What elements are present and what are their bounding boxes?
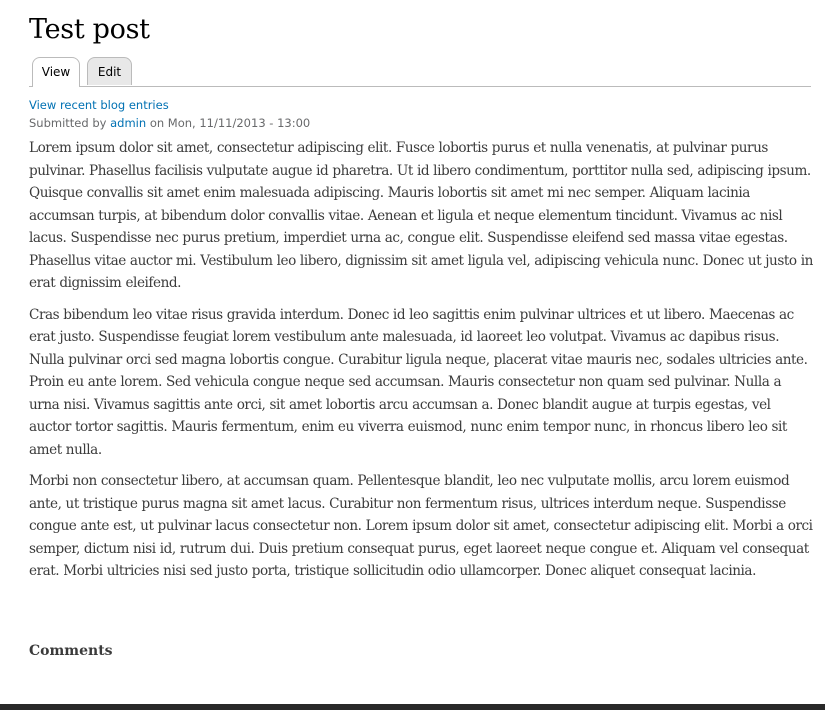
tab-edit[interactable]: Edit — [87, 57, 132, 85]
submitted-date: on Mon, 11/11/2013 - 13:00 — [149, 116, 311, 130]
body-paragraph-3: Morbi non consectetur libero, at accumsan quam. Pellentesque blandit, leo nec vulputate mollis, arcu lorem euismod ante, ut tristique purus magna sit amet lacus. Curabitur non fermentum risus, ultrices interdum neque. Suspendisse congue ante est, ut pulvinar lacus consectetur non. Lorem ipsum dolor sit amet, consectetur adipiscing elit. Morbi a orci semper, dictum nisi id, rutrum dui. Duis pretium consequat purus, eget laoreet neque congue et. Aliquam vel consequat erat. Morbi ultricies nisi sed justo porta, tristique sollicitudin odio ullamcorper. Donec aliquet consequat lacinia. — [29, 473, 813, 579]
page-title: Test post — [29, 14, 150, 45]
body-paragraph-1: Lorem ipsum dolor sit amet, consectetur adipiscing elit. Fusce lobortis purus et nulla venenatis, at pulvinar purus pulvinar. Phasellus facilisis vulputate augue id pharetra. Ut id libero condimentum, porttitor nulla sed, adipiscing ipsum. Quisque convallis sit amet enim malesuada adipiscing. Mauris lobortis sit amet mi nec semper. Aliquam lacinia accumsan turpis, at bibendum dolor convallis vitae. Aenean et ligula et neque elementum tincidunt. Vivamus ac nisl lacus. Suspendisse nec purus pretium, imperdiet urna ac, congue elit. Suspendisse eleifend sed massa vitae egestas. Phasellus vitae auctor mi. Vestibulum leo libero, dignissim sit amet ligula vel, adipiscing vehicula nunc. Donec ut justo in erat dignissim eleifend. — [29, 140, 813, 291]
view-recent-blog-entries-link[interactable]: View recent blog entries — [29, 98, 169, 112]
tabs-bar — [29, 57, 811, 87]
post-body — [29, 137, 813, 592]
submitted-prefix: Submitted by — [29, 116, 107, 130]
comments-heading: Comments — [29, 643, 113, 659]
author-link[interactable]: admin — [110, 116, 147, 130]
body-paragraph-2: Cras bibendum leo vitae risus gravida interdum. Donec id leo sagittis enim pulvinar ultrices et ut libero. Maecenas ac erat justo. Suspendisse feugiat lorem vestibulum ante malesuada, id laoreet leo volutpat. Vivamus ac dapibus risus. Nulla pulvinar orci sed magna lobortis congue. Curabitur ligula neque, placerat vitae mauris nec, sodales ultricies ante. Proin eu ante lorem. Sed vehicula congue neque sed accumsan. Mauris consectetur non quam sed pulvinar. Nulla a urna nisi. Vivamus sagittis ante orci, sit amet lobortis arcu accumsan a. Donec blandit augue at turpis egestas, vel auctor tortor sagittis. Mauris fermentum, enim eu viverra euismod, nunc enim tempor nunc, in rhoncus libero leo sit amet nulla. — [29, 306, 808, 458]
submitted-info — [29, 116, 310, 130]
tab-view[interactable]: View — [32, 57, 80, 87]
footer-bar — [0, 704, 825, 710]
